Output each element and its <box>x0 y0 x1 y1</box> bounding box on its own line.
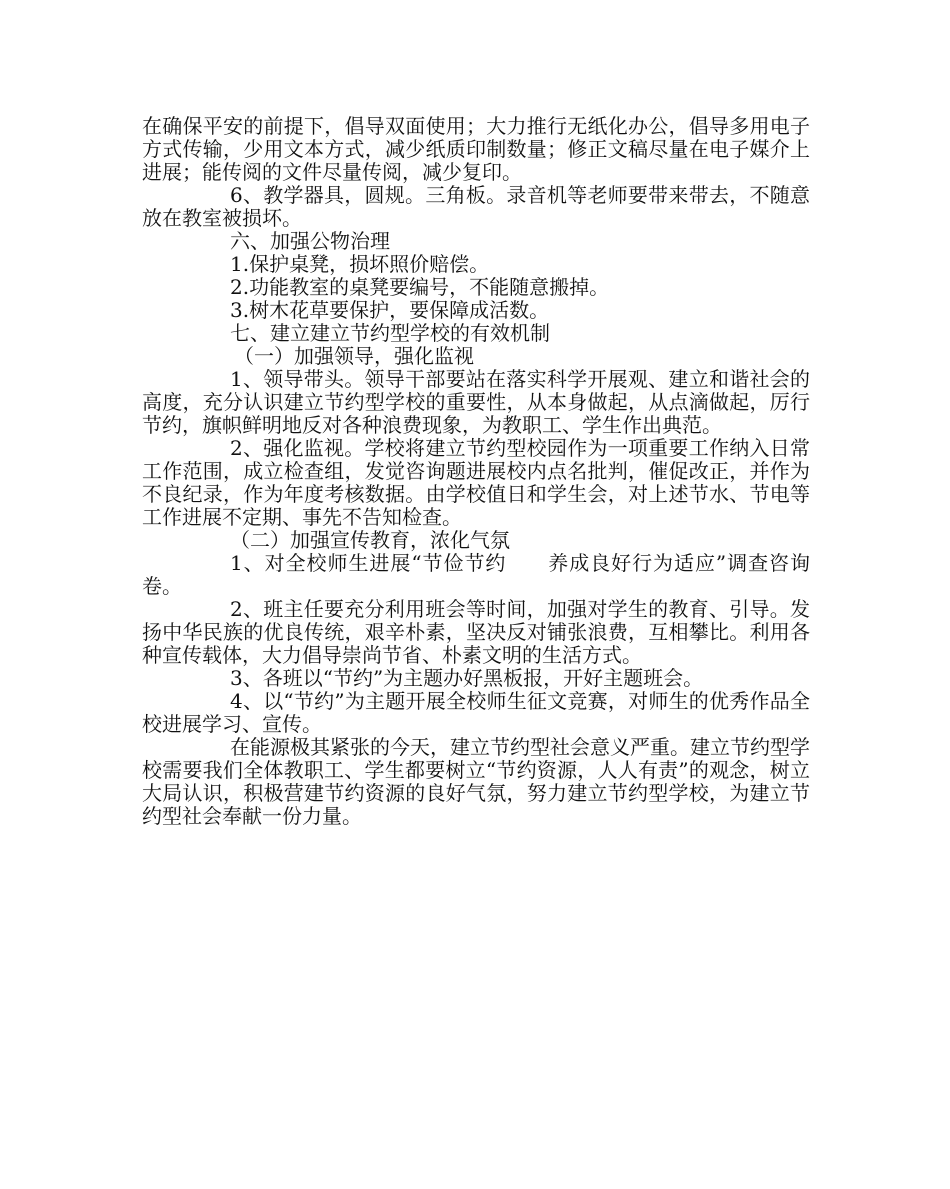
paragraph: 2、强化监视。学校将建立节约型校园作为一项重要工作纳入日常工作范围，成立检查组，发觉咨询题进展校内点名批判，催促改正，并作为不良纪录，作为年度考核数据。由学校值日和学生会，对上述节水、节电等工作进展不定期、事先不告知检查。 <box>142 436 810 529</box>
subsection-heading: （二）加强宣传教育，浓化气氛 <box>230 528 510 552</box>
subsection-heading: （一）加强领导，强化监视 <box>234 344 474 368</box>
paragraph: 3、各班以“节约”为主题办好黑板报，开好主题班会。 <box>230 666 704 690</box>
section-heading: 七、建立建立节约型学校的有效机制 <box>230 321 550 345</box>
list-item: 3.树木花草要保护，要保障成活数。 <box>230 298 550 322</box>
paragraph: 在确保平安的前提下，倡导双面使用；大力推行无纸化办公，倡导多用电子方式传输，少用文本方式，减少纸质印制数量；修正文稿尽量在电子媒介上进展；能传阅的文件尽量传阅，减少复印。 <box>142 114 810 184</box>
paragraph: 4、以“节约”为主题开展全校师生征文竞赛，对师生的优秀作品全校进展学习、宣传。 <box>142 689 810 736</box>
paragraph: 6、教学器具，圆规。三角板。录音机等老师要带来带去，不随意放在教室被损坏。 <box>142 183 810 230</box>
closing-paragraph: 在能源极其紧张的今天，建立节约型社会意义严重。建立节约型学校需要我们全体教职工、学生都要树立“节约资源，人人有责”的观念，树立大局认识，积极营建节约资源的良好气氛，努力建立节约型学校，为建立节约型社会奉献一份力量。 <box>142 735 810 828</box>
document-body <box>142 115 810 828</box>
paragraph: 1、对全校师生进展“节俭节约 养成良好行为适应”调查咨询卷。 <box>142 551 810 598</box>
paragraph: 2、班主任要充分利用班会等时间，加强对学生的教育、引导。发扬中华民族的优良传统，艰辛朴素，坚决反对铺张浪费，互相攀比。利用各种宣传载体，大力倡导崇尚节省、朴素文明的生活方式。 <box>142 597 810 667</box>
paragraph: 1、领导带头。领导干部要站在落实科学开展观、建立和谐社会的高度，充分认识建立节约型学校的重要性，从本身做起，从点滴做起，厉行节约，旗帜鲜明地反对各种浪费现象，为教职工、学生作出典范。 <box>142 367 810 437</box>
section-heading: 六、加强公物治理 <box>230 229 390 253</box>
list-item: 1.保护桌凳，损坏照价赔偿。 <box>230 252 490 276</box>
list-item: 2.功能教室的桌凳要编号，不能随意搬掉。 <box>230 275 610 299</box>
